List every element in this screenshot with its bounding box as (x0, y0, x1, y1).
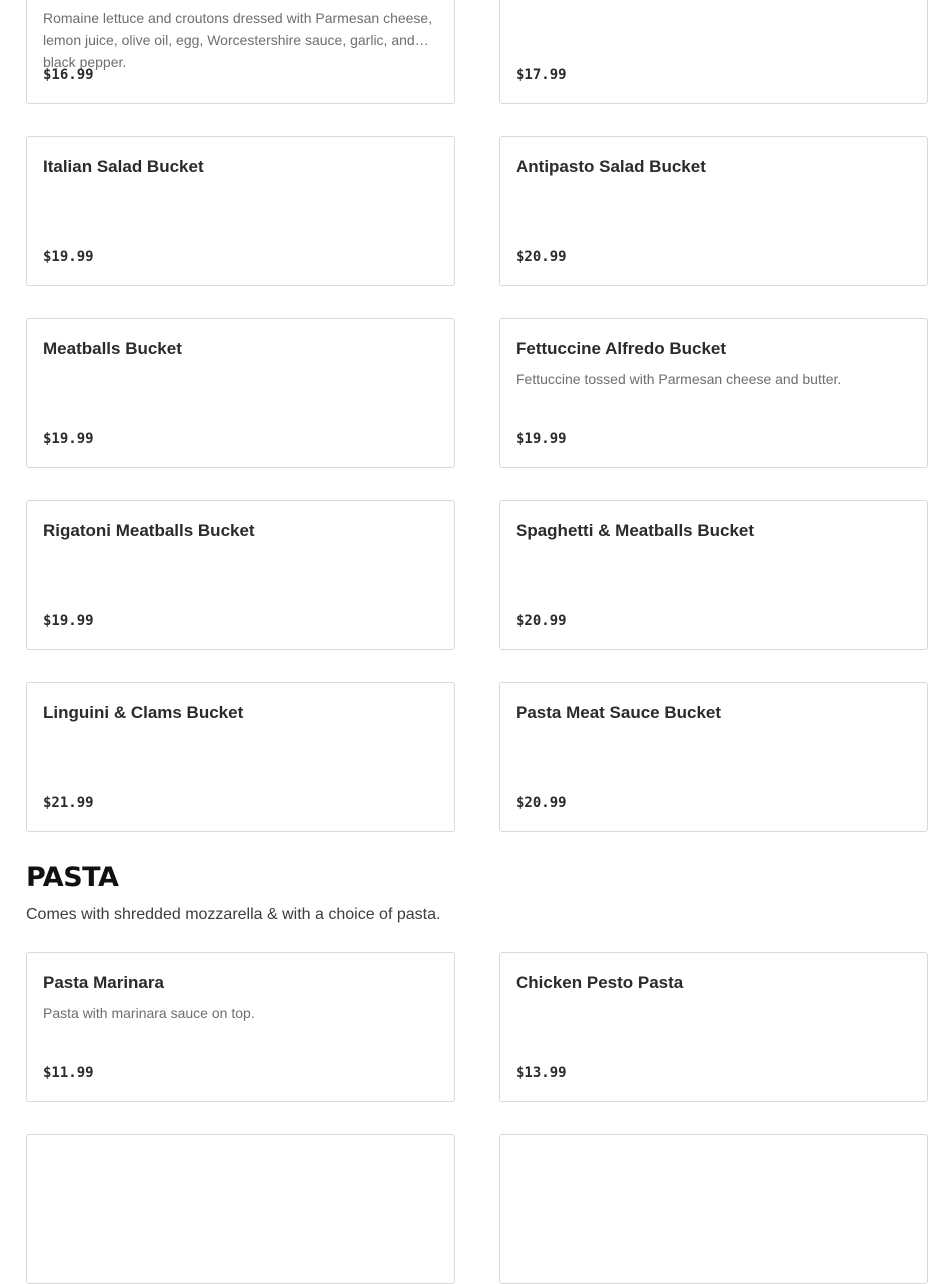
menu-item-name: Italian Salad Bucket (43, 157, 204, 176)
menu-item-card[interactable] (499, 318, 928, 468)
menu-item-card[interactable] (499, 500, 928, 650)
menu-item-card[interactable] (26, 1134, 455, 1284)
menu-item-price: $20.99 (516, 795, 567, 811)
menu-item-price: $11.99 (43, 1065, 94, 1081)
menu-item-name: Fettuccine Alfredo Bucket (516, 339, 727, 358)
menu-item-card[interactable] (26, 500, 455, 650)
menu-item-card[interactable] (26, 952, 455, 1102)
menu-item-name: Spaghetti & Meatballs Bucket (516, 521, 755, 540)
menu-item-description: Fettuccine tossed with Parmesan cheese and butter. (516, 371, 842, 387)
menu-item-price: $19.99 (516, 431, 567, 447)
menu-item-description: Romaine lettuce and croutons dressed with Parmesan cheese, lemon juice, olive oil, egg, Worcestershire sauce, garlic, and black pepper. (43, 10, 433, 70)
menu-item-card[interactable] (26, 136, 455, 286)
menu-item-card[interactable] (26, 0, 455, 104)
menu-item-price: $13.99 (516, 1065, 567, 1081)
menu-item-price: $20.99 (516, 249, 567, 265)
menu-item-price: $17.99 (516, 67, 567, 83)
section-subtitle: Comes with shredded mozzarella & with a choice of pasta. (26, 906, 441, 923)
menu-item-name: Antipasto Salad Bucket (516, 157, 706, 176)
section-title: PASTA (26, 862, 119, 893)
menu-item-price: $19.99 (43, 249, 94, 265)
menu-item-card[interactable] (26, 318, 455, 468)
menu-item-price: $19.99 (43, 431, 94, 447)
menu-item-card[interactable] (499, 0, 928, 104)
menu-item-price: $21.99 (43, 795, 94, 811)
menu-item-name: Meatballs Bucket (43, 339, 182, 358)
menu-item-price: $19.99 (43, 613, 94, 629)
menu-item-name: Pasta Meat Sauce Bucket (516, 703, 722, 722)
menu-item-name: Rigatoni Meatballs Bucket (43, 521, 255, 540)
menu-item-card[interactable] (499, 136, 928, 286)
menu-item-name: Pasta Marinara (43, 973, 164, 992)
menu-item-card[interactable] (499, 682, 928, 832)
menu-item-card[interactable] (26, 682, 455, 832)
menu-item-description: Pasta with marinara sauce on top. (43, 1005, 255, 1021)
menu-item-price: $16.99 (43, 67, 94, 83)
menu-item-card[interactable] (499, 952, 928, 1102)
menu-item-price: $20.99 (516, 613, 567, 629)
menu-item-card[interactable] (499, 1134, 928, 1284)
menu-item-name: Chicken Pesto Pasta (516, 973, 684, 992)
menu-item-name: Linguini & Clams Bucket (43, 703, 244, 722)
